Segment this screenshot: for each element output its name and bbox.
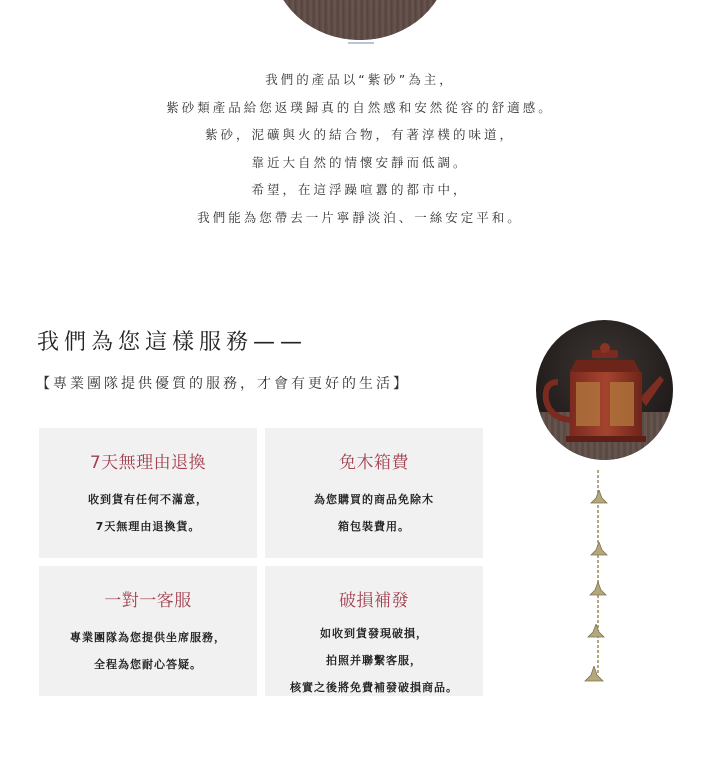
- card-line: 拍照并聯繫客服，: [326, 654, 422, 667]
- teapot-image: [536, 320, 673, 460]
- card-description: [39, 624, 257, 678]
- card-line: 收到貨有任何不滿意，: [88, 493, 208, 506]
- intro-line: 紫砂類產品給您返璞歸真的自然感和安然從容的舒適感。: [166, 99, 554, 115]
- card-line: 全程為您耐心答疑。: [94, 658, 202, 671]
- intro-line: 我們能為您帶去一片寧靜淡泊、一絲安定平和。: [197, 209, 523, 225]
- card-line: 7天無理由退換貨。: [95, 520, 201, 533]
- service-card-free-box: [265, 428, 483, 558]
- intro-line: 我們的產品以“紫砂”為主，: [265, 72, 455, 87]
- card-description: [265, 486, 483, 540]
- intro-text: [0, 66, 720, 231]
- card-description: [265, 620, 483, 701]
- service-card-damage-reissue: [265, 566, 483, 696]
- card-title: 免木箱費: [339, 453, 409, 473]
- bell-icon: [587, 624, 605, 640]
- card-line: 專業團隊為您提供坐席服務，: [70, 631, 226, 644]
- card-line: 如收到貨發現破損，: [320, 627, 428, 640]
- card-description: [39, 486, 257, 540]
- top-divider: [348, 42, 374, 44]
- bell-icon: [590, 542, 608, 558]
- bell-icon: [589, 582, 607, 598]
- top-product-photo: [272, 0, 448, 40]
- service-card-customer-service: [39, 566, 257, 696]
- bell-icon: [590, 490, 608, 506]
- intro-line: 希望，在這浮躁喧囂的都市中，: [251, 182, 469, 197]
- card-title: 7天無理由退換: [89, 453, 207, 473]
- bell-icon: [584, 666, 604, 684]
- card-title: 破損補發: [339, 591, 409, 611]
- service-card-return: [39, 428, 257, 558]
- card-line: 箱包裝費用。: [338, 520, 410, 533]
- intro-line: 紫砂，泥礦與火的結合物，有著淳樸的味道，: [204, 127, 515, 142]
- intro-line: 靠近大自然的情懷安靜而低調。: [251, 154, 469, 170]
- services-subtitle: 【專業團隊提供優質的服務，才會有更好的生活】: [36, 376, 410, 392]
- card-line: 核實之後將免費補發破損商品。: [290, 681, 458, 694]
- card-title: 一對一客服: [104, 591, 192, 611]
- services-title: 我們為您這樣服務——: [37, 330, 308, 355]
- teapot-photo: [536, 320, 673, 460]
- card-line: 為您購買的商品免除木: [314, 493, 434, 506]
